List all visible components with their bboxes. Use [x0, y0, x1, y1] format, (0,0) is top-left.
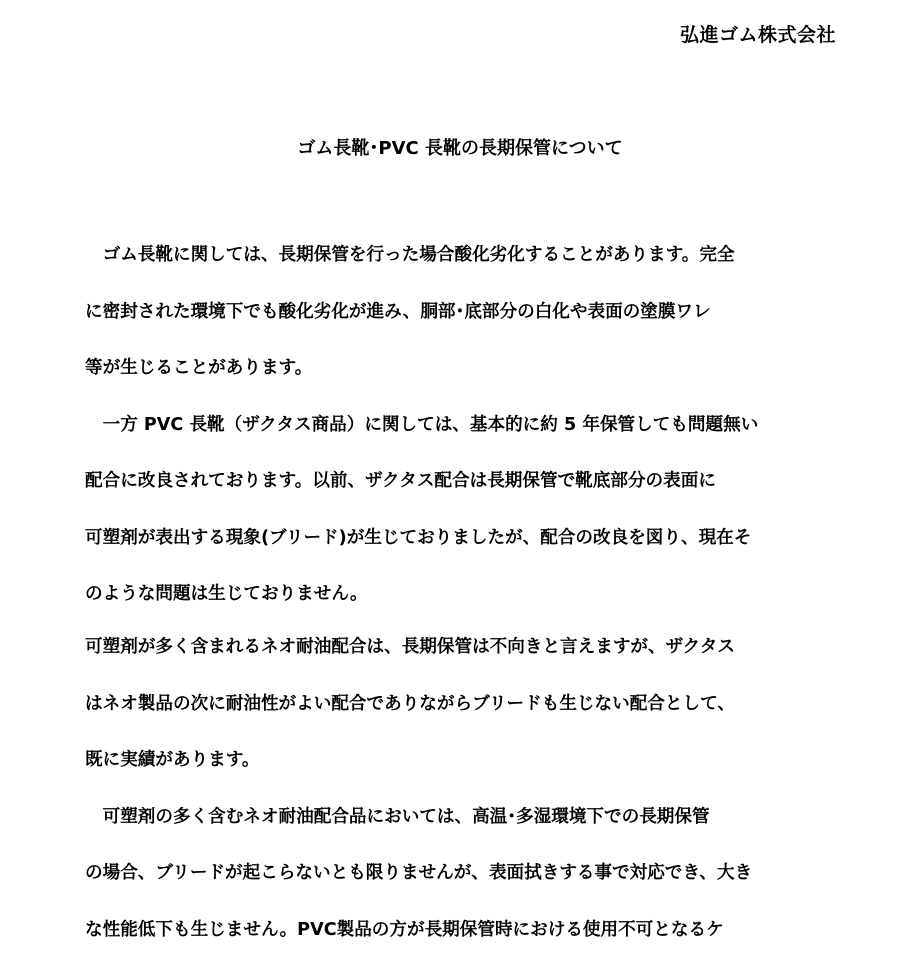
body-line: の場合、ブリードが起こらないとも限りませんが、表面拭きする事で対応でき、大き: [85, 858, 837, 915]
body-line: 既に実績があります。: [85, 745, 837, 802]
document-title: ゴム長靴･PVC 長靴の長期保管について: [0, 134, 920, 160]
body-line: はネオ製品の次に耐油性がよい配合でありながらブリードも生じない配合として、: [85, 689, 837, 746]
company-name: 弘進ゴム株式会社: [680, 20, 836, 47]
body-line: 等が生じることがあります。: [85, 353, 837, 410]
body-line: のような問題は生じておりません。: [85, 579, 837, 632]
body-line: 配合に改良されております。以前、ザクタス配合は長期保管で靴底部分の表面に: [85, 466, 837, 523]
body-line: ゴム長靴に関しては、長期保管を行った場合酸化劣化することがあります。完全: [85, 240, 837, 297]
body-line: に密封された環境下でも酸化劣化が進み、胴部･底部分の白化や表面の塗膜ワレ: [85, 297, 837, 354]
body-line: 一方 PVC 長靴（ザクタス商品）に関しては、基本的に約 5 年保管しても問題無い: [85, 410, 837, 467]
document-body: [85, 240, 837, 971]
body-line: 可塑剤が表出する現象(ブリード)が生じておりましたが、配合の改良を図り、現在そ: [85, 523, 837, 580]
body-line: な性能低下も生じません。PVC製品の方が長期保管時における使用不可となるケ: [85, 915, 837, 971]
body-line: 可塑剤の多く含むネオ耐油配合品においては、高温･多湿環境下での長期保管: [85, 802, 837, 859]
body-line: 可塑剤が多く含まれるネオ耐油配合は、長期保管は不向きと言えますが、ザクタス: [85, 632, 837, 689]
